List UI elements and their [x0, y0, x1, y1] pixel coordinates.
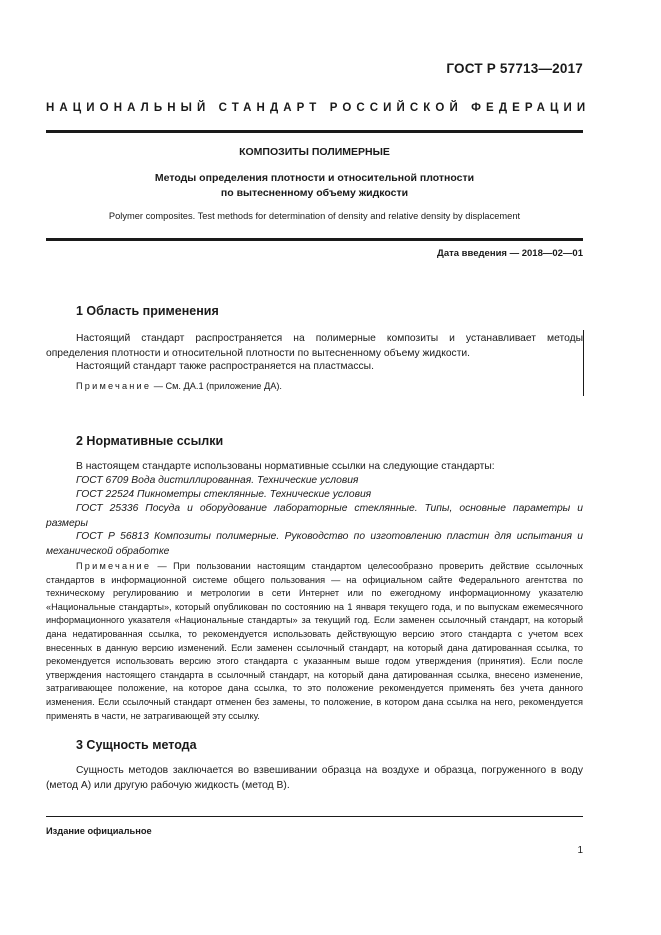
subtitle-line-1: Методы определения плотности и относительной плотности — [154, 172, 475, 184]
section-1-heading: 1 Область применения — [76, 304, 219, 318]
title-rule — [46, 238, 583, 241]
normative-ref-4: ГОСТ Р 56813 Композиты полимерные. Руководство по изготовлению пластин для испытания и механической обработке — [46, 531, 583, 557]
national-standard-title: НАЦИОНАЛЬНЫЙ СТАНДАРТ РОССИЙСКОЙ ФЕДЕРАЦИИ — [46, 102, 591, 114]
english-title: Polymer composites. Test methods for determination of density and relative density by displacement — [108, 211, 521, 221]
section-1-paragraph-1: Настоящий стандарт распространяется на полимерные композиты и устанавливает методы определения плотности и относительной плотности по вытесненному объему жидкости. — [46, 333, 583, 359]
introduction-date: Дата введения — 2018—02—01 — [437, 248, 583, 259]
document-subtitle — [46, 171, 583, 201]
section-3-heading: 3 Сущность метода — [76, 738, 197, 752]
section-1-note: Примечание — См. ДА.1 (приложение ДА). — [76, 381, 282, 391]
subtitle-line-2: по вытесненному объему жидкости — [220, 187, 409, 199]
normative-ref-2: ГОСТ 22524 Пикнометры стеклянные. Технические условия — [76, 489, 372, 500]
normative-ref-3: ГОСТ 25336 Посуда и оборудование лабораторные стеклянные. Типы, основные параметры и размеры — [46, 503, 583, 529]
official-edition-label: Издание официальное — [46, 826, 152, 836]
document-title: КОМПОЗИТЫ ПОЛИМЕРНЫЕ — [239, 146, 390, 158]
normative-ref-1: ГОСТ 6709 Вода дистиллированная. Технические условия — [76, 475, 359, 486]
section-1-paragraph-2: Настоящий стандарт также распространяется на пластмассы. — [76, 361, 374, 372]
section-2-heading: 2 Нормативные ссылки — [76, 434, 224, 448]
footer-rule — [46, 816, 583, 817]
section-2-intro: В настоящем стандарте использованы нормативные ссылки на следующие стандарты: — [76, 461, 495, 472]
standard-number: ГОСТ Р 57713—2017 — [446, 61, 583, 76]
section-3-paragraph-1: Сущность методов заключается во взвешивании образца на воздухе и образца, погруженного в воду (метод А) или другую рабочую жидкость (метод В). — [46, 765, 583, 791]
section-2-note: Примечание — При пользовании настоящим стандартом целесообразно проверить действие ссылочных стандартов в информационной системе общего пользования — на официальном сайте Федерального агентства по техническому регулированию и метрологии в сети Интернет или по ежегодному информационному указателю «Национальные стандарты», который опубликован по состоянию на 1 января текущего года, и по выпускам ежемесячного информационного указателя «Национальные стандарты» за текущий год. Если заменен ссылочный стандарт, на который дана недатированная ссылка, то рекомендуется использовать действующую версию этого стандарта с учетом всех внесенных в данную версию изменений. Если заменен ссылочный стандарт, на который дана датированная ссылка, то рекомендуется использовать версию этого стандарта с указанным выше годом утверждения (принятия). Если после утверждения настоящего стандарта в ссылочный стандарт, на который дана датированная ссылка, внесено изменение, затрагивающее положение, на которое дана ссылка, то это положение рекомендуется применять без учета данного изменения. Если ссылочный стандарт отменен без замены, то положение, в котором дана ссылка на него, рекомендуется применять в части, не затрагивающей эту ссылку. — [46, 561, 583, 721]
header-rule — [46, 130, 583, 133]
page-number: 1 — [577, 845, 583, 856]
change-bar — [583, 330, 584, 396]
